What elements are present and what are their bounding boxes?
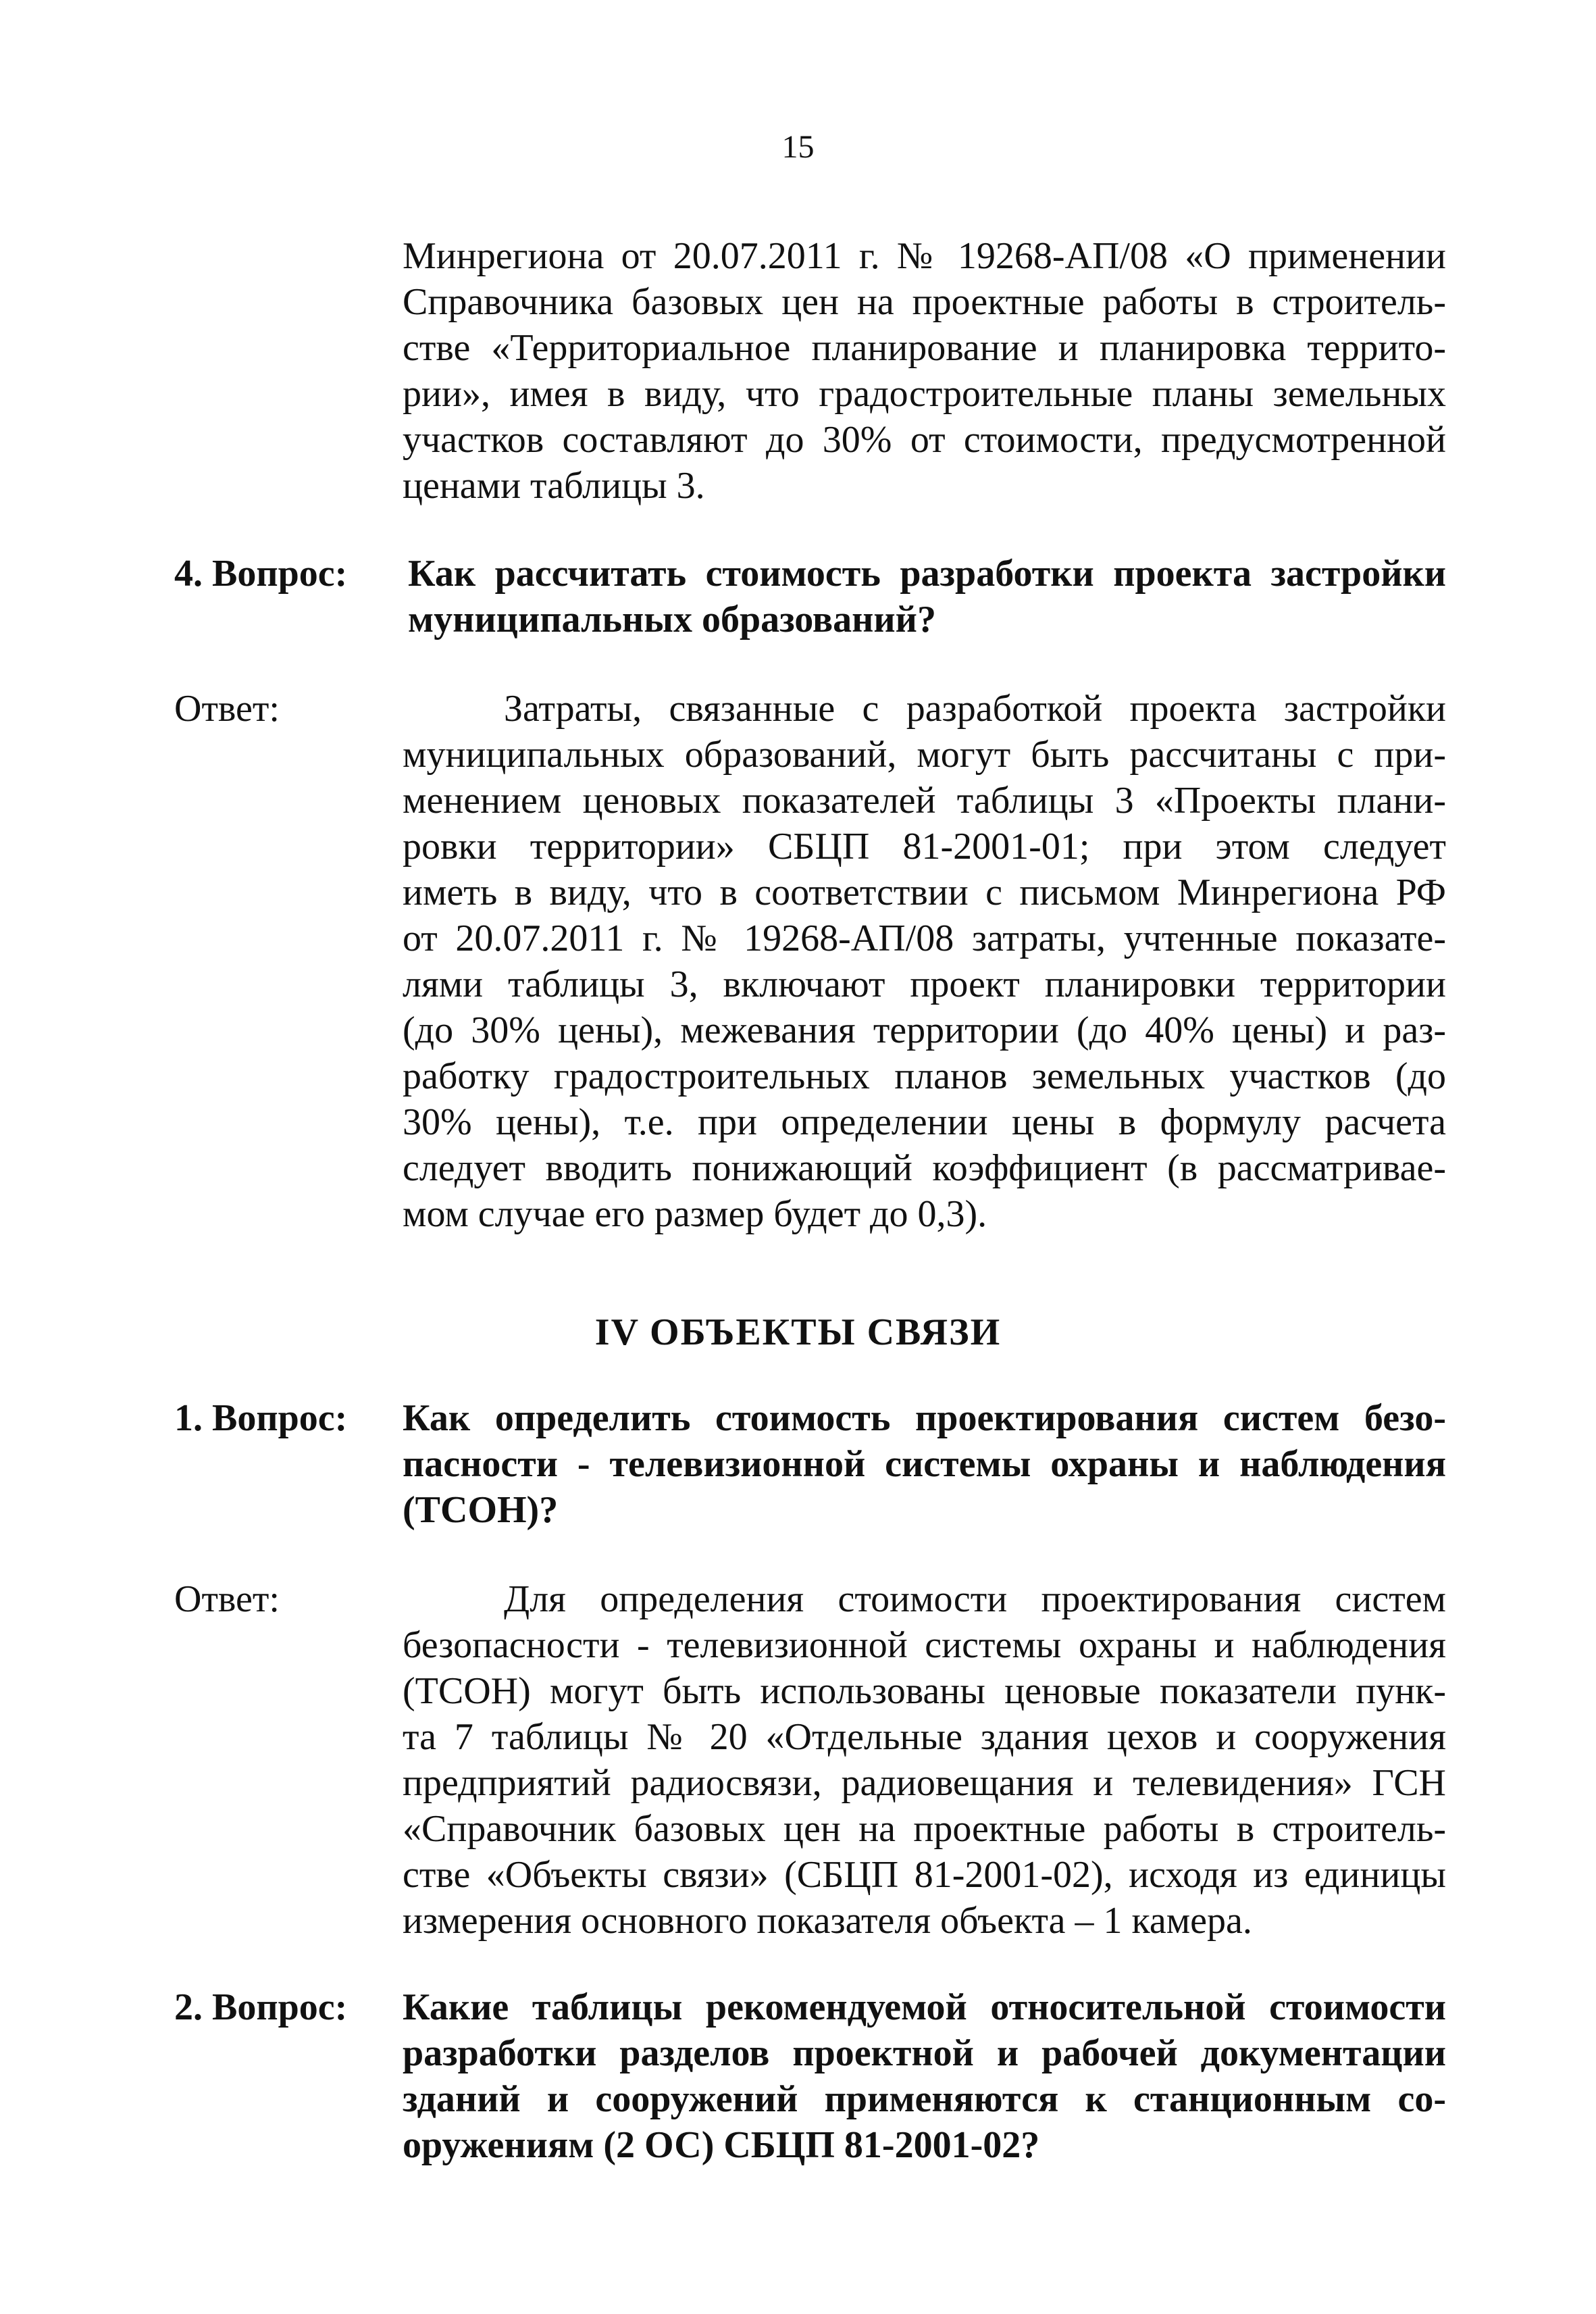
question-label: 1. Вопрос: [174, 1397, 348, 1439]
text-line: рии», имея в виду, что градостроительные планы земельных [403, 373, 1446, 415]
text-line: Как определить стоимость проектирования систем безо- [403, 1397, 1446, 1439]
text-line: (ТСОН) могут быть использованы ценовые показатели пунк- [403, 1670, 1446, 1712]
text-line: участков составляют до 30% от стоимости, предусмотренной [403, 419, 1446, 461]
text-line: разработки разделов проектной и рабочей документации [403, 2032, 1446, 2074]
text-line: менением ценовых показателей таблицы 3 «Проекты плани- [403, 780, 1446, 822]
text-line: пасности - телевизионной системы охраны и наблюдения [403, 1443, 1446, 1485]
text-line: та 7 таблицы № 20 «Отдельные здания цехов и сооружения [403, 1716, 1446, 1758]
text-line: муниципальных образований, могут быть рассчитаны с при- [403, 734, 1446, 776]
text-line: оружениям (2 ОС) СБЦП 81-2001-02? [403, 2124, 1040, 2166]
answer-text [403, 686, 1446, 1237]
text-line: муниципальных образований? [408, 599, 936, 640]
text-line: стве «Территориальное планирование и планировка террито- [403, 327, 1446, 369]
text-line: 30% цены), т.е. при определении цены в формулу расчета [403, 1101, 1446, 1143]
answer-label: Ответ: [174, 688, 280, 730]
text-line: (до 30% цены), межевания территории (до 40% цены) и раз- [403, 1009, 1446, 1051]
question-text [408, 551, 1446, 643]
text-line: (ТСОН)? [403, 1489, 559, 1531]
question-label: 4. Вопрос: [174, 553, 348, 595]
question-text [403, 1984, 1446, 2168]
text-line: от 20.07.2011 г. № 19268-АП/08 затраты, учтенные показате- [403, 917, 1446, 959]
text-line: следует вводить понижающий коэффициент (в рассматривае- [403, 1147, 1446, 1189]
text-line: Минрегиона от 20.07.2011 г. № 19268-АП/08 «О применении [403, 235, 1446, 277]
answer-label: Ответ: [174, 1578, 280, 1620]
answer-text [403, 1576, 1446, 1944]
text-line: стве «Объекты связи» (СБЦП 81-2001-02), исходя из единицы [403, 1854, 1446, 1896]
section-title: IV ОБЪЕКТЫ СВЯЗИ [594, 1311, 1002, 1353]
text-line: Справочника базовых цен на проектные работы в строитель- [403, 281, 1446, 323]
text-line: Какие таблицы рекомендуемой относительной стоимости [403, 1986, 1446, 2028]
question-text [403, 1395, 1446, 1533]
text-line: «Справочник базовых цен на проектные работы в строитель- [403, 1808, 1446, 1850]
text-line: иметь в виду, что в соответствии с письмом Минрегиона РФ [403, 872, 1446, 913]
text-line: ровки территории» СБЦП 81-2001-01; при этом следует [403, 826, 1446, 867]
text-line: Как рассчитать стоимость разработки проекта застройки [408, 553, 1446, 595]
text-line: измерения основного показателя объекта – 1 камера. [403, 1900, 1252, 1942]
text-line: ценами таблицы 3. [403, 465, 705, 507]
text-line: зданий и сооружений применяются к станционным со- [403, 2078, 1446, 2120]
question-label: 2. Вопрос: [174, 1986, 348, 2028]
text-line: работку градостроительных планов земельных участков (до [403, 1055, 1446, 1097]
intro-paragraph [403, 233, 1446, 509]
text-line: мом случае его размер будет до 0,3). [403, 1193, 987, 1235]
page-number: 15 [781, 129, 815, 165]
text-line: Затраты, связанные с разработкой проекта застройки [504, 688, 1446, 730]
text-line: лями таблицы 3, включают проект планировки территории [403, 963, 1446, 1005]
text-line: Для определения стоимости проектирования систем [504, 1578, 1446, 1620]
text-line: безопасности - телевизионной системы охраны и наблюдения [403, 1624, 1446, 1666]
text-line: предприятий радиосвязи, радиовещания и телевидения» ГСН [403, 1762, 1446, 1804]
